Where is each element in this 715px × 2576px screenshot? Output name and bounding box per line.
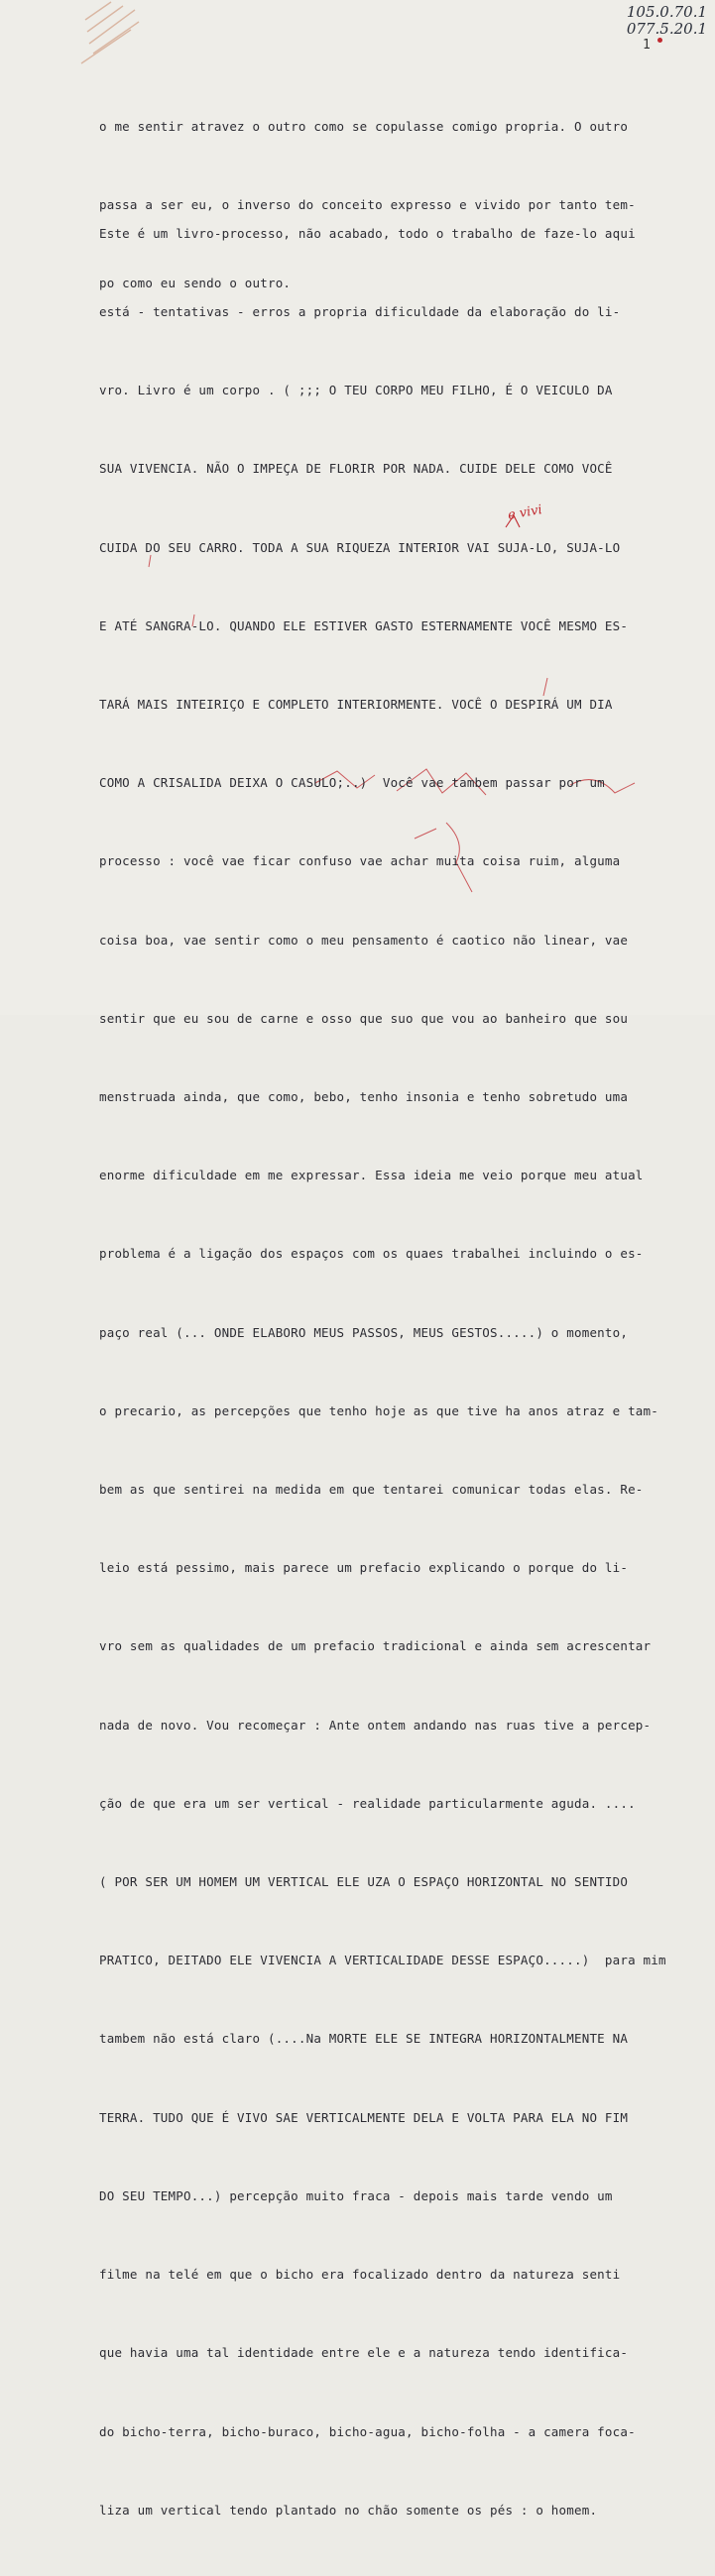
text-line: COMO A CRISALIDA DEIXA O CASULO;..) Você vae tambem passar por um bbox=[99, 775, 605, 791]
text-line: tambem não está claro (....Na MORTE ELE SE INTEGRA HORIZONTALMENTE NA bbox=[99, 2031, 629, 2047]
text-line: nada de novo. Vou recomeçar : Ante ontem andando nas ruas tive a percep- bbox=[99, 1717, 652, 1733]
text-line: sentir que eu sou de carne e osso que suo que vou ao banheiro que sou bbox=[99, 1010, 629, 1026]
text-line: do bicho-terra, bicho-buraco, bicho-agua, bicho-folha - a camera foca- bbox=[99, 2423, 636, 2439]
text-line: passa a ser eu, o inverso do conceito expresso e vivido por tanto tem- bbox=[99, 197, 636, 213]
text-line: Este é um livro-processo, não acabado, todo o trabalho de faze-lo aqui bbox=[99, 225, 636, 241]
handwritten-note: e vivi bbox=[506, 503, 543, 523]
text-line: TARÁ MAIS INTEIRIÇO E COMPLETO INTERIORMENTE. VOCÊ O DESPIRÁ UM DIA bbox=[99, 697, 613, 713]
text-line: CUIDA DO SEU CARRO. TODA A SUA RIQUEZA INTERIOR VAI SUJA-LO, SUJA-LO bbox=[99, 539, 621, 555]
text-line: o precario, as percepções que tenho hoje as que tive ha anos atraz e tam- bbox=[99, 1402, 658, 1418]
text-line: liza um vertical tendo plantado no chão somente os pés : o homem. bbox=[99, 2502, 598, 2518]
text-line: DO SEU TEMPO...) percepção muito fraca - depois mais tarde vendo um bbox=[99, 2187, 613, 2203]
text-line: ção de que era um ser vertical - realidade particularmente aguda. .... bbox=[99, 1795, 636, 1811]
text-line: enorme dificuldade em me expressar. Essa ideia me veio porque meu atual bbox=[99, 1168, 644, 1183]
text-line: problema é a ligação dos espaços com os quaes trabalhei incluindo o es- bbox=[99, 1246, 644, 1262]
text-line: coisa boa, vae sentir como o meu pensamento é caotico não linear, vae bbox=[99, 932, 629, 948]
text-line: o me sentir atravez o outro como se copulasse comigo propria. O outro bbox=[99, 118, 629, 134]
text-line: paço real (... ONDE ELABORO MEUS PASSOS, MEUS GESTOS.....) o momento, bbox=[99, 1324, 629, 1340]
pencil-hatching-mark bbox=[81, 2, 139, 63]
text-line: filme na telé em que o bicho era focalizado dentro da natureza senti bbox=[99, 2267, 621, 2283]
text-line: leio está pessimo, mais parece um prefacio explicando o porque do li- bbox=[99, 1560, 629, 1576]
page-number: 1 bbox=[643, 38, 651, 53]
text-line: vro. Livro é um corpo . ( ;;; O TEU CORPO MEU FILHO, É O VEICULO DA bbox=[99, 383, 613, 398]
text-line: menstruada ainda, que como, bebo, tenho insonia e tenho sobretudo uma bbox=[99, 1089, 629, 1105]
text-line: SUA VIVENCIA. NÃO O IMPEÇA DE FLORIR POR NADA. CUIDE DELE COMO VOCÊ bbox=[99, 461, 613, 477]
text-line: está - tentativas - erros a propria dificuldade da elaboração do li- bbox=[99, 304, 621, 320]
archive-code-line: 105.0.70.1 bbox=[626, 3, 707, 21]
text-line: ( POR SER UM HOMEM UM VERTICAL ELE UZA O ESPAÇO HORIZONTAL NO SENTIDO bbox=[99, 1874, 629, 1890]
paragraph-2 bbox=[99, 168, 694, 2576]
text-line: po como eu sendo o outro. bbox=[99, 276, 292, 291]
text-line: TERRA. TUDO QUE É VIVO SAE VERTICALMENTE DELA E VOLTA PARA ELA NO FIM bbox=[99, 2109, 629, 2125]
text-line: processo : você vae ficar confuso vae achar muita coisa ruim, alguma bbox=[99, 853, 621, 869]
archive-code-line: 077.5.20.1 bbox=[626, 20, 707, 38]
text-line: bem as que sentirei na medida em que tentarei comunicar todas elas. Re- bbox=[99, 1482, 644, 1498]
text-line: vro sem as qualidades de um prefacio tradicional e ainda sem acrescentar bbox=[99, 1638, 652, 1654]
text-line: E ATÉ SANGRA-LO. QUANDO ELE ESTIVER GASTO ESTERNAMENTE VOCÊ MESMO ES- bbox=[99, 617, 629, 633]
archive-code bbox=[627, 4, 707, 38]
text-line: que havia uma tal identidade entre ele e a natureza tendo identifica- bbox=[99, 2345, 629, 2361]
red-dot-mark bbox=[657, 38, 662, 43]
text-line: PRATICO, DEITADO ELE VIVENCIA A VERTICALIDADE DESSE ESPAÇO.....) para mim bbox=[99, 1953, 666, 1968]
